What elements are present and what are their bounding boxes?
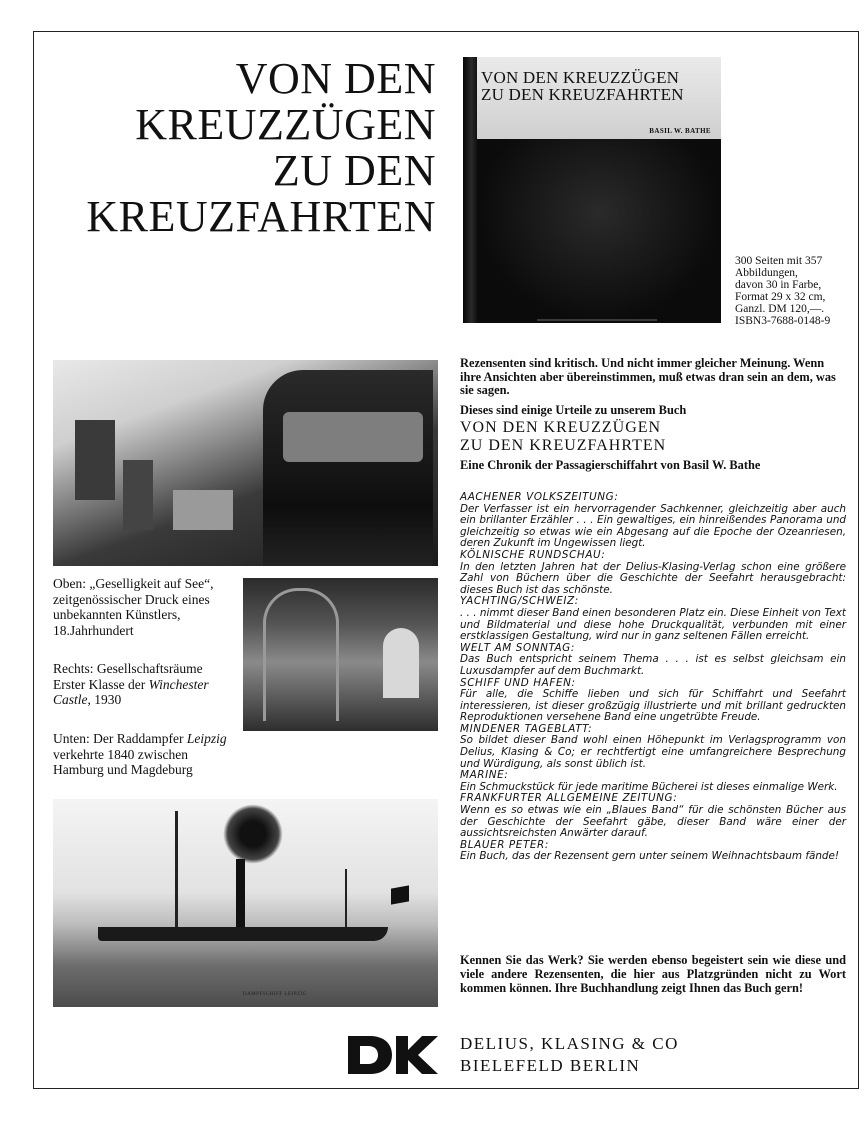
review-item xyxy=(460,678,846,724)
book-cover-image xyxy=(463,57,721,323)
sail-shape xyxy=(173,490,233,530)
headline-line: VON DEN xyxy=(235,54,436,103)
review-text: . . . nimmt dieser Band einen besonderen Platz ein. Diese Einheit von Text und Bildmaterial und diese hohe Druckqualität, verbunden mit einer erstklassigen Gestaltung, wird nur in ganz seltenen Fällen erreicht. xyxy=(460,606,846,643)
book-cover-title-line: ZU DEN KREUZFAHRTEN xyxy=(481,85,684,104)
review-item xyxy=(460,596,846,642)
funnel-shape xyxy=(236,859,245,929)
review-text: Der Verfasser ist ein hervorragender Sachkenner, gleichzeitig aber auch ein brillanter Erzähler . . . Ein gewaltiges, ein hinreißendes Panorama und gleichzeitig so etwas wie ein Abgesang auf die Epoche der Ozeanriesen, deren Zukunft im Ungewissen liegt. xyxy=(460,502,846,550)
spec-line: 300 Seiten mit 357 xyxy=(735,255,823,267)
review-text: In den letzten Jahren hat der Delius-Klasing-Verlag schon eine größere Zahl von Büchern über die Geschichte der Seefahrt herausgebracht: dieses Buch ist das schönste. xyxy=(460,560,846,596)
intro-text: Rezensenten sind kritisch. Und nicht immer gleicher Meinung. Wenn ihre Ansichten aber übereinstimmen, muß etwas dran sein an dem, was sie sagen. xyxy=(460,356,836,397)
book-cover-title-line: VON DEN KREUZZÜGEN xyxy=(481,68,680,87)
review-source: YACHTING/SCHWEIZ: xyxy=(460,595,579,608)
book-cover-photo xyxy=(477,139,721,323)
review-text: Ein Schmuckstück für jede maritime Bücherei ist dieses einmalige Werk. xyxy=(460,780,838,793)
sail-shape xyxy=(75,420,115,500)
publisher-location: BIELEFELD BERLIN xyxy=(460,1056,641,1075)
interior-window-shape xyxy=(383,628,419,698)
ship-stern-shape xyxy=(263,370,433,566)
book-subtitle: Eine Chronik der Passagierschiffahrt von Basil W. Bathe xyxy=(460,458,761,472)
book-cover-horizon xyxy=(537,319,657,321)
spec-line: ISBN3-7688-0148-9 xyxy=(735,315,831,327)
review-text: Für alle, die Schiffe lieben und sich für Schiffahrt und Seefahrt interessieren, ist dieser großzügig illustrierte und mit brillant gedruckten Reproduktionen versehene Band eine ungetrübte Freude. xyxy=(460,688,846,724)
caption-top: Oben: „Geselligkeit auf See“, zeitgenössischer Druck eines unbekannten Künstlers, 18.Jahrhundert xyxy=(53,576,214,638)
print-caption: DAMPFSCHIFF LEIPZIG xyxy=(243,992,307,997)
smoke-shape xyxy=(223,804,283,864)
review-source: BLAUER PETER: xyxy=(460,838,549,851)
review-source: WELT AM SONNTAG: xyxy=(460,641,575,654)
caption-ship-name: Leipzig xyxy=(186,731,227,746)
review-text: Wenn es so etwas wie ein „Blaues Band“ für die schönsten Bücher aus der Geschichte der Seefahrt gäbe, dieser Band wäre einer der aussichtsreichsten Anwärter darauf. xyxy=(460,804,846,840)
review-item xyxy=(460,840,846,863)
spec-line: Format 29 x 32 cm, xyxy=(735,291,826,303)
spec-line: Ganzl. DM 120,—. xyxy=(735,303,825,315)
caption-text: Unten: Der Raddampfer xyxy=(53,731,187,746)
hull-shape xyxy=(98,927,388,941)
headline-line: ZU DEN xyxy=(272,146,436,195)
headline xyxy=(86,56,436,240)
review-text: Ein Buch, das der Rezensent gern unter seinem Weihnachtsbaum fände! xyxy=(460,850,840,863)
book-cover-author: BASIL W. BATHE xyxy=(649,127,711,135)
review-text: Das Buch entspricht seinem Thema . . . ist es selbst gleichsam ein Luxusdampfer auf dem Buchmarkt. xyxy=(460,653,846,677)
review-item xyxy=(460,492,846,550)
spec-line: Abbildungen, xyxy=(735,267,798,279)
mast-shape xyxy=(175,811,178,929)
spec-line: davon 30 in Farbe, xyxy=(735,279,822,291)
publisher-name: DELIUS, KLASING & CO xyxy=(460,1034,679,1053)
flag-shape xyxy=(391,885,409,904)
review-source: AACHENER VOLKSZEITUNG: xyxy=(460,491,619,503)
ship-gallery-shape xyxy=(283,412,423,462)
book-cover-title xyxy=(481,69,684,103)
paddle-steamer-image xyxy=(53,799,438,1007)
caption-right xyxy=(53,661,238,708)
review-source: MINDENER TAGEBLATT: xyxy=(460,722,593,735)
mast-shape xyxy=(345,869,347,929)
sailing-ship-print-image xyxy=(53,360,438,566)
review-text: So bildet dieser Band wohl einen Höhepunkt im Verlagsprogramm von Delius, Klasing & Co; er rechtfertigt eine umfangreichere Besprechung und Würdigung, als sonst üblich ist. xyxy=(460,734,846,770)
intro-judgement: Dieses sind einige Urteile zu unserem Buch xyxy=(460,403,687,417)
ship-interior-image xyxy=(243,578,438,731)
headline-line: KREUZFAHRTEN xyxy=(86,192,436,241)
review-source: FRANKFURTER ALLGEMEINE ZEITUNG: xyxy=(460,792,678,805)
caption-text: , 1930 xyxy=(87,692,122,707)
book-specs xyxy=(735,255,830,327)
book-title-line: VON DEN KREUZZÜGEN xyxy=(460,419,662,436)
review-item xyxy=(460,550,846,596)
sail-shape xyxy=(123,460,153,530)
closing-text: Kennen Sie das Werk? Sie werden ebenso begeistert sein wie diese und viele andere Rezensenten, die hier aus Platzgründen nicht zu Wort kommen können. Ihre Buchhandlung zeigt Ihnen das Buch gern! xyxy=(460,953,846,995)
caption-bottom xyxy=(53,731,238,778)
dk-logo-icon xyxy=(348,1036,438,1074)
publisher xyxy=(460,1033,679,1077)
review-source: MARINE: xyxy=(460,769,509,782)
caption-text: verkehrte 1840 zwischen Hamburg und Magdeburg xyxy=(53,746,193,777)
review-source: SCHIFF UND HAFEN: xyxy=(460,676,576,689)
interior-arch-shape xyxy=(263,588,339,721)
headline-line: KREUZZÜGEN xyxy=(135,100,436,149)
caption-text: Rechts: Gesellschaftsräume Erster Klasse der xyxy=(53,661,203,692)
review-source: KÖLNISCHE RUNDSCHAU: xyxy=(460,548,606,561)
review-item xyxy=(460,643,846,678)
caption-ship-name: Winchester Castle xyxy=(53,676,209,707)
book-spine xyxy=(463,57,477,323)
review-item xyxy=(460,793,846,839)
book-title-line: ZU DEN KREUZFAHRTEN xyxy=(460,437,667,454)
review-item xyxy=(460,724,846,770)
review-list xyxy=(460,492,846,863)
review-item xyxy=(460,770,846,793)
book-title xyxy=(460,419,846,455)
